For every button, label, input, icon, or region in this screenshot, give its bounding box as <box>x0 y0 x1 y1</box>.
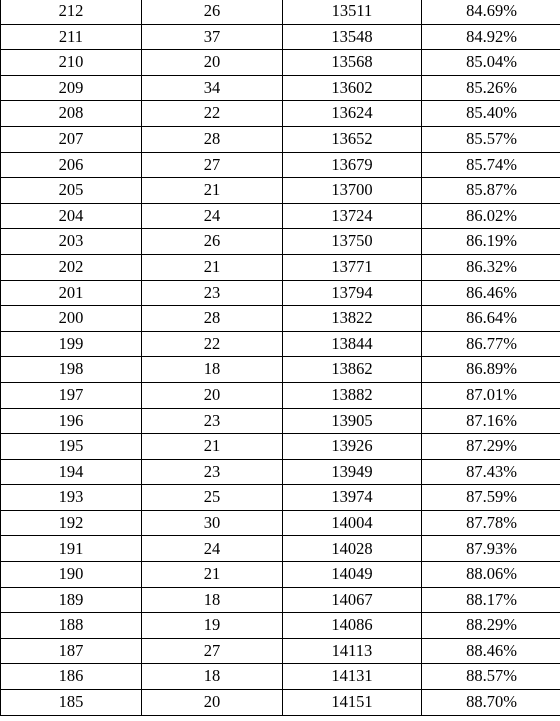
percent-cell: 84.92% <box>422 24 560 50</box>
count-cell: 34 <box>142 75 283 101</box>
table-row <box>1 178 560 204</box>
percent-cell: 87.78% <box>422 510 560 536</box>
cumulative-cell: 13974 <box>283 485 422 511</box>
cumulative-cell: 13926 <box>283 434 422 460</box>
table-row <box>1 638 560 664</box>
count-cell: 21 <box>142 178 283 204</box>
count-cell: 30 <box>142 510 283 536</box>
cumulative-cell: 13568 <box>283 50 422 76</box>
table-row <box>1 75 560 101</box>
score-cell: 192 <box>1 510 142 536</box>
score-cell: 197 <box>1 382 142 408</box>
cumulative-cell: 13700 <box>283 178 422 204</box>
percent-cell: 87.01% <box>422 382 560 408</box>
cumulative-cell: 14113 <box>283 638 422 664</box>
table-row <box>1 24 560 50</box>
table-row <box>1 434 560 460</box>
cumulative-cell: 13548 <box>283 24 422 50</box>
percent-cell: 85.26% <box>422 75 560 101</box>
cumulative-cell: 14151 <box>283 690 422 716</box>
score-cell: 198 <box>1 357 142 383</box>
cumulative-cell: 13844 <box>283 331 422 357</box>
percent-cell: 86.32% <box>422 254 560 280</box>
cumulative-cell: 13624 <box>283 101 422 127</box>
score-cell: 205 <box>1 178 142 204</box>
count-cell: 28 <box>142 306 283 332</box>
cumulative-cell: 13511 <box>283 0 422 24</box>
count-cell: 27 <box>142 638 283 664</box>
percent-cell: 88.57% <box>422 664 560 690</box>
count-cell: 37 <box>142 24 283 50</box>
table-row <box>1 101 560 127</box>
score-cell: 196 <box>1 408 142 434</box>
score-cell: 200 <box>1 306 142 332</box>
score-cell: 188 <box>1 613 142 639</box>
percent-cell: 88.06% <box>422 562 560 588</box>
table-row <box>1 613 560 639</box>
count-cell: 21 <box>142 254 283 280</box>
score-cell: 201 <box>1 280 142 306</box>
cumulative-cell: 13679 <box>283 152 422 178</box>
cumulative-cell: 13724 <box>283 203 422 229</box>
percent-cell: 86.19% <box>422 229 560 255</box>
percent-cell: 86.46% <box>422 280 560 306</box>
score-cell: 191 <box>1 536 142 562</box>
count-cell: 24 <box>142 536 283 562</box>
score-cell: 189 <box>1 587 142 613</box>
score-cell: 203 <box>1 229 142 255</box>
score-cell: 186 <box>1 664 142 690</box>
table-row <box>1 203 560 229</box>
cumulative-cell: 13882 <box>283 382 422 408</box>
count-cell: 21 <box>142 562 283 588</box>
percent-cell: 84.69% <box>422 0 560 24</box>
cumulative-cell: 13771 <box>283 254 422 280</box>
percent-cell: 85.87% <box>422 178 560 204</box>
score-cell: 194 <box>1 459 142 485</box>
score-cell: 210 <box>1 50 142 76</box>
percent-cell: 86.02% <box>422 203 560 229</box>
table-row <box>1 510 560 536</box>
score-cell: 211 <box>1 24 142 50</box>
cumulative-cell: 13602 <box>283 75 422 101</box>
count-cell: 18 <box>142 587 283 613</box>
count-cell: 23 <box>142 408 283 434</box>
cumulative-cell: 13750 <box>283 229 422 255</box>
table-row <box>1 690 560 716</box>
count-cell: 28 <box>142 126 283 152</box>
cumulative-cell: 14131 <box>283 664 422 690</box>
table-row <box>1 229 560 255</box>
count-cell: 20 <box>142 382 283 408</box>
cumulative-cell: 14086 <box>283 613 422 639</box>
count-cell: 24 <box>142 203 283 229</box>
percent-cell: 87.29% <box>422 434 560 460</box>
score-cell: 185 <box>1 690 142 716</box>
score-cell: 204 <box>1 203 142 229</box>
cumulative-cell: 13652 <box>283 126 422 152</box>
count-cell: 26 <box>142 0 283 24</box>
count-cell: 25 <box>142 485 283 511</box>
table-row <box>1 408 560 434</box>
count-cell: 20 <box>142 690 283 716</box>
table-row <box>1 382 560 408</box>
count-cell: 23 <box>142 459 283 485</box>
count-cell: 27 <box>142 152 283 178</box>
count-cell: 18 <box>142 664 283 690</box>
percent-cell: 85.74% <box>422 152 560 178</box>
table-row <box>1 280 560 306</box>
table-row <box>1 536 560 562</box>
cumulative-cell: 14067 <box>283 587 422 613</box>
table-row <box>1 357 560 383</box>
score-cell: 209 <box>1 75 142 101</box>
count-cell: 20 <box>142 50 283 76</box>
percent-cell: 86.77% <box>422 331 560 357</box>
percent-cell: 87.16% <box>422 408 560 434</box>
percent-cell: 87.59% <box>422 485 560 511</box>
count-cell: 18 <box>142 357 283 383</box>
cumulative-cell: 14028 <box>283 536 422 562</box>
cumulative-cell: 13862 <box>283 357 422 383</box>
percent-cell: 88.46% <box>422 638 560 664</box>
cumulative-cell: 14004 <box>283 510 422 536</box>
percent-cell: 88.70% <box>422 690 560 716</box>
percent-cell: 86.64% <box>422 306 560 332</box>
cumulative-cell: 13822 <box>283 306 422 332</box>
table-row <box>1 0 560 24</box>
percent-cell: 85.40% <box>422 101 560 127</box>
percent-cell: 86.89% <box>422 357 560 383</box>
percent-cell: 88.17% <box>422 587 560 613</box>
count-cell: 23 <box>142 280 283 306</box>
score-cell: 206 <box>1 152 142 178</box>
score-cell: 208 <box>1 101 142 127</box>
table-row <box>1 587 560 613</box>
percent-cell: 85.57% <box>422 126 560 152</box>
table-row <box>1 485 560 511</box>
table-row <box>1 459 560 485</box>
cumulative-cell: 13794 <box>283 280 422 306</box>
score-cell: 190 <box>1 562 142 588</box>
table-row <box>1 254 560 280</box>
percent-cell: 87.93% <box>422 536 560 562</box>
cumulative-cell: 14049 <box>283 562 422 588</box>
table-row <box>1 126 560 152</box>
score-cell: 202 <box>1 254 142 280</box>
score-cell: 212 <box>1 0 142 24</box>
score-cell: 187 <box>1 638 142 664</box>
table-row <box>1 331 560 357</box>
table-row <box>1 306 560 332</box>
score-cell: 193 <box>1 485 142 511</box>
count-cell: 26 <box>142 229 283 255</box>
count-cell: 21 <box>142 434 283 460</box>
cumulative-cell: 13949 <box>283 459 422 485</box>
table-row <box>1 664 560 690</box>
count-cell: 19 <box>142 613 283 639</box>
count-cell: 22 <box>142 331 283 357</box>
percent-cell: 88.29% <box>422 613 560 639</box>
table-row <box>1 152 560 178</box>
score-cell: 207 <box>1 126 142 152</box>
score-cell: 195 <box>1 434 142 460</box>
table-row <box>1 562 560 588</box>
table-row <box>1 50 560 76</box>
count-cell: 22 <box>142 101 283 127</box>
percent-cell: 87.43% <box>422 459 560 485</box>
percent-cell: 85.04% <box>422 50 560 76</box>
score-cell: 199 <box>1 331 142 357</box>
table-body <box>1 0 560 715</box>
cumulative-cell: 13905 <box>283 408 422 434</box>
